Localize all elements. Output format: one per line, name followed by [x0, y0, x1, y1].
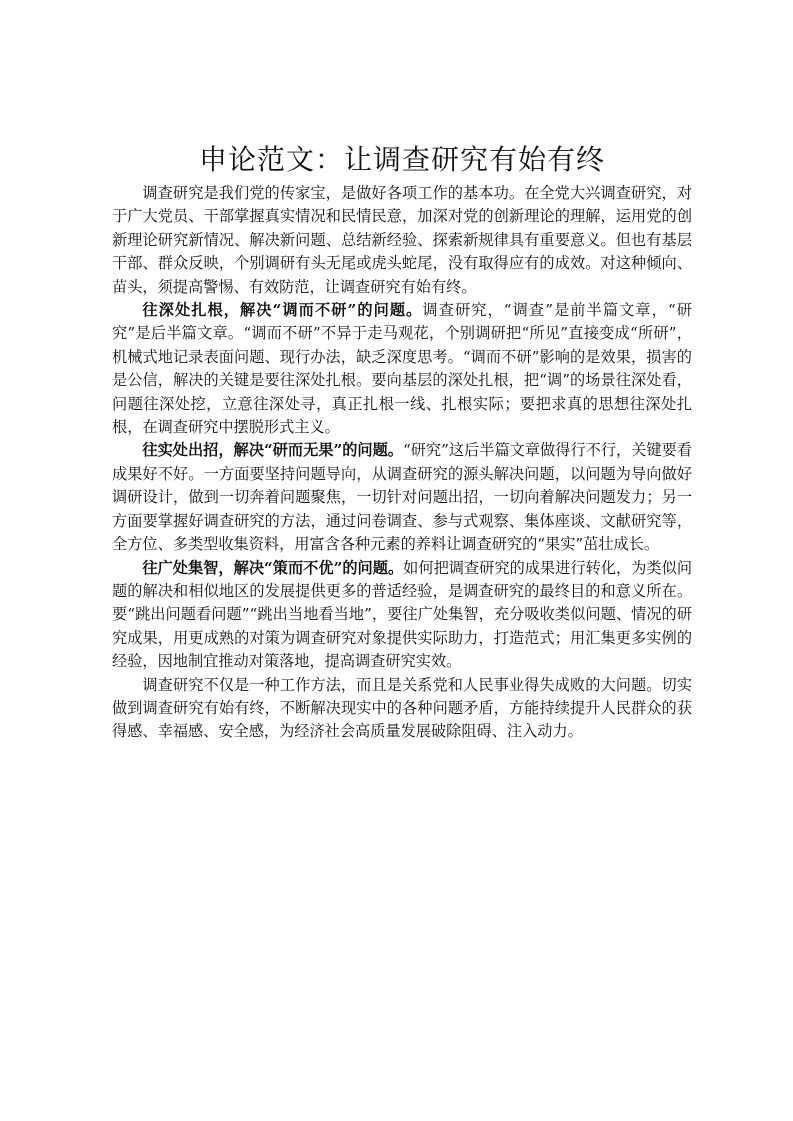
paragraph-text: 调查研究不仅是一种工作方法，而且是关系党和人民事业得失成败的大问题。切实做到调查研究有始有终，不断解决现实中的各种问题矛盾，方能持续提升人民群众的获得感、幸福感、安全感，为经济社会高质量发展破除阻碍、注入动力。	[112, 675, 692, 741]
paragraph-text: “研究”这后半篇文章做得行不行，关键要看成果好不好。一方面要坚持问题导向，从调查研究的源头解决问题，以问题为导向做好调研设计，做到一切奔着问题聚焦，一切针对问题出招，一切向着解决问题发力；另一方面要掌握好调查研究的方法，通过问卷调查、参与式观察、集体座谈、文献研究等，全方位、多类型收集资料，用富含各种元素的养料让调查研究的“果实”茁壮成长。	[112, 441, 692, 554]
paragraph-lead: 往深处扎根，解决“调而不研”的问题。	[142, 301, 423, 320]
page-title: 申论范文：让调查研究有始有终	[198, 143, 605, 176]
paragraph-practical-moves	[112, 439, 692, 556]
paragraph-broad-wisdom	[112, 557, 692, 674]
paragraph-lead: 往广处集智，解决“策而不优”的问题。	[142, 558, 404, 577]
paragraph-intro	[112, 182, 692, 299]
paragraph-deep-roots	[112, 299, 692, 439]
article-body	[112, 142, 692, 744]
paragraph-lead: 往实处出招，解决“研而无果”的问题。	[142, 441, 403, 460]
paragraph-text: 如何把调查研究的成果进行转化，为类似问题的解决和相似地区的发展提供更多的普适经验，是调查研究的最终目的和意义所在。要“跳出问题看问题”“跳出当地看当地”，要往广处集智，充分吸收类似问题、情况的研究成果，用更成熟的对策为调查研究对象提供实际助力，打造范式；用汇集更多实例的经验，因地制宜推动对策落地，提高调查研究实效。	[112, 558, 692, 671]
paragraph-text: 调查研究是我们党的传家宝，是做好各项工作的基本功。在全党大兴调查研究，对于广大党员、干部掌握真实情况和民情民意，加深对党的创新理论的理解，运用党的创新理论研究新情况、解决新问题、总结新经验、探索新规律具有重要意义。但也有基层干部、群众反映，个别调研有头无尾或虎头蛇尾，没有取得应有的成效。对这种倾向、苗头，须提高警惕、有效防范，让调查研究有始有终。	[112, 184, 692, 296]
paragraph-text: 调查研究，“调查”是前半篇文章，“研究”是后半篇文章。“调而不研”不异于走马观花，个别调研把“所见”直接变成“所研”，机械式地记录表面问题、现行办法，缺乏深度思考。“调而不研”影响的是效果，损害的是公信，解决的关键是要往深处扎根。要向基层的深处扎根，把“调”的场景往深处看，问题往深处挖，立意往深处寻，真正扎根一线、扎根实际；要把求真的思想往深处扎根，在调查研究中摆脱形式主义。	[112, 301, 692, 437]
paragraph-conclusion	[112, 674, 692, 744]
